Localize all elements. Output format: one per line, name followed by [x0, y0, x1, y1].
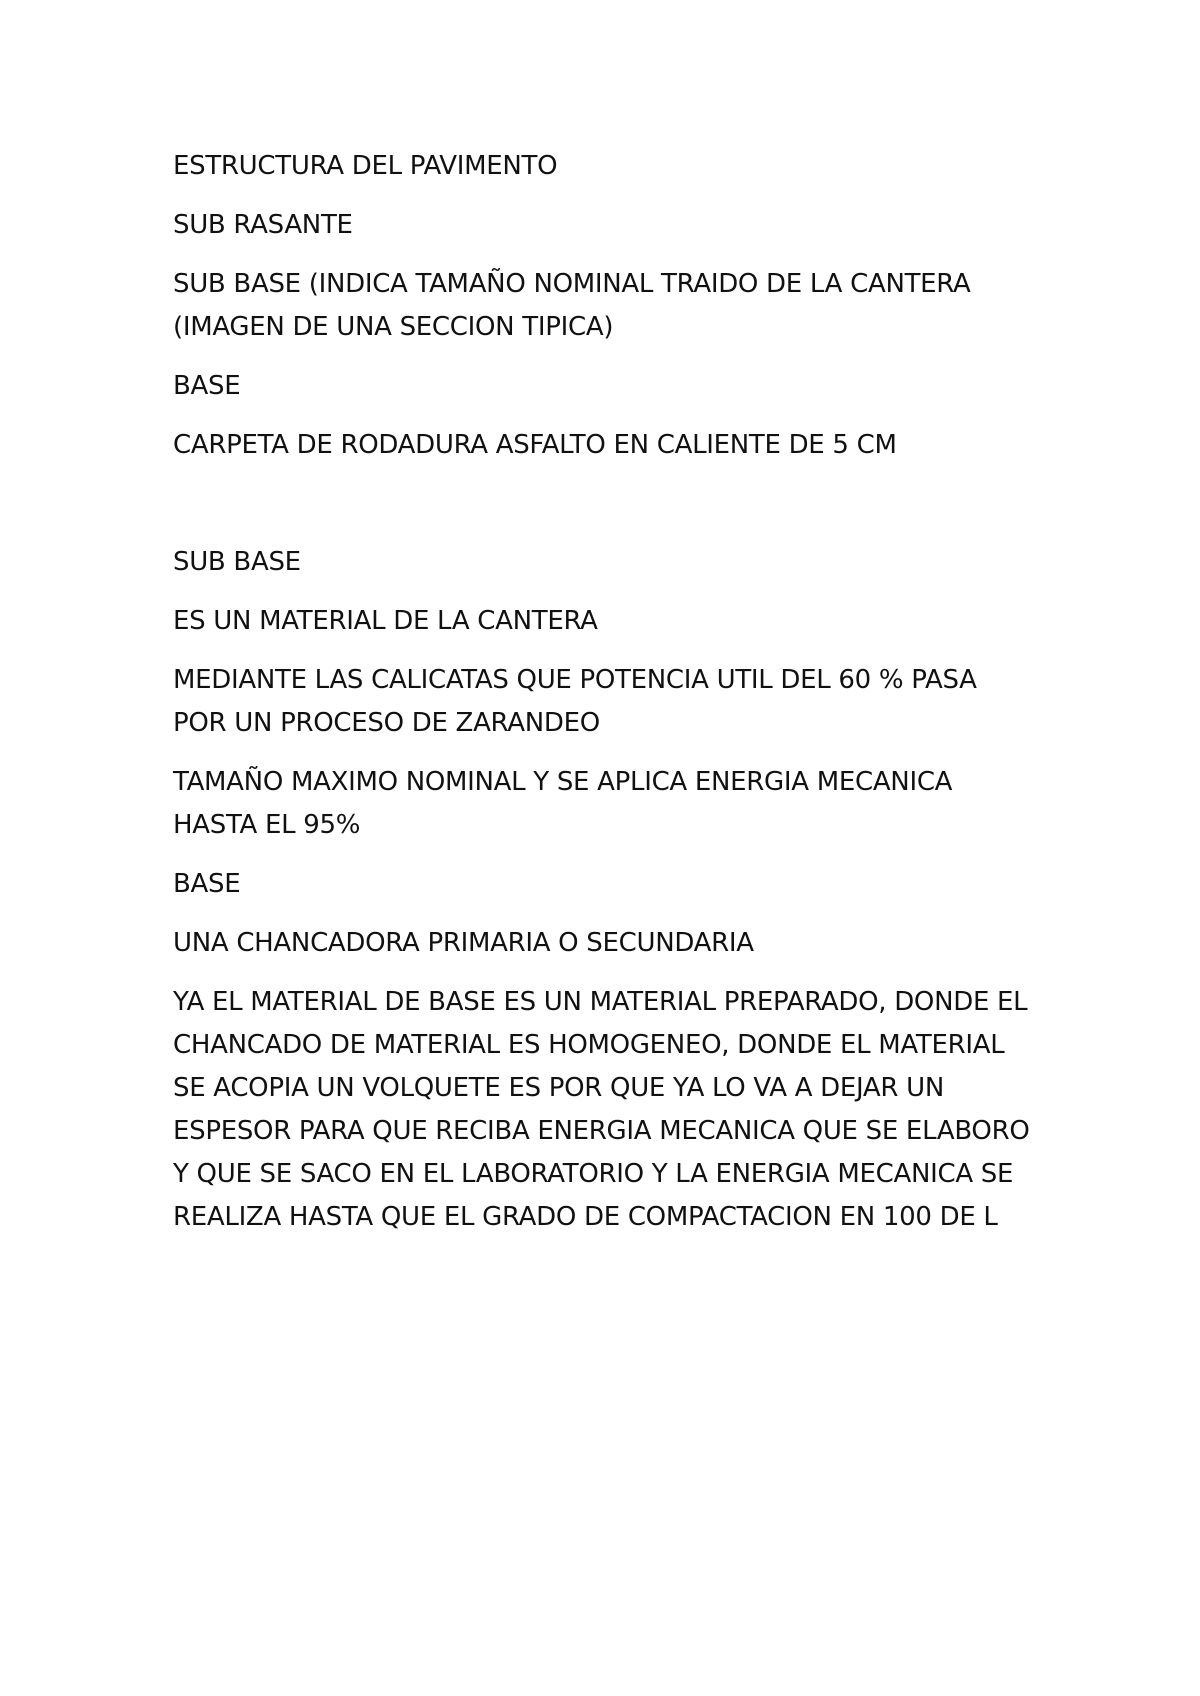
item-sub-rasante: SUB RASANTE [173, 210, 353, 240]
paragraph-tamano-maximo: TAMAÑO MAXIMO NOMINAL Y SE APLICA ENERGIA MECANICA HASTA EL 95% [173, 767, 961, 840]
paragraph-spacer [173, 483, 1033, 541]
paragraph-material-cantera: ES UN MATERIAL DE LA CANTERA [173, 606, 598, 636]
section-title-sub-base: SUB BASE [173, 547, 301, 577]
item-carpeta-rodadura: CARPETA DE RODADURA ASFALTO EN CALIENTE DE 5 CM [173, 430, 897, 460]
document-body [173, 145, 1038, 1255]
paragraph-chancadora: UNA CHANCADORA PRIMARIA O SECUNDARIA [173, 928, 754, 958]
item-sub-base: SUB BASE (INDICA TAMAÑO NOMINAL TRAIDO DE LA CANTERA (IMAGEN DE UNA SECCION TIPICA) [173, 269, 979, 342]
item-base: BASE [173, 371, 241, 401]
section-title-estructura: ESTRUCTURA DEL PAVIMENTO [173, 151, 558, 181]
paragraph-calicatas: MEDIANTE LAS CALICATAS QUE POTENCIA UTIL DEL 60 % PASA POR UN PROCESO DE ZARANDEO [173, 665, 985, 738]
section-title-base: BASE [173, 869, 241, 899]
paragraph-material-preparado: YA EL MATERIAL DE BASE ES UN MATERIAL PREPARADO, DONDE EL CHANCADO DE MATERIAL ES HOMOGENEO, DONDE EL MATERIAL SE ACOPIA UN VOLQUETE ES POR QUE YA LO VA A DEJAR UN ESPESOR PARA QUE RECIBA ENERGIA MECANICA QUE SE ELABORO Y QUE SE SACO EN EL LABORATORIO Y LA ENERGIA MECANICA SE REALIZA HASTA QUE EL GRADO DE COMPACTACION EN 100 DE L [173, 987, 1038, 1232]
